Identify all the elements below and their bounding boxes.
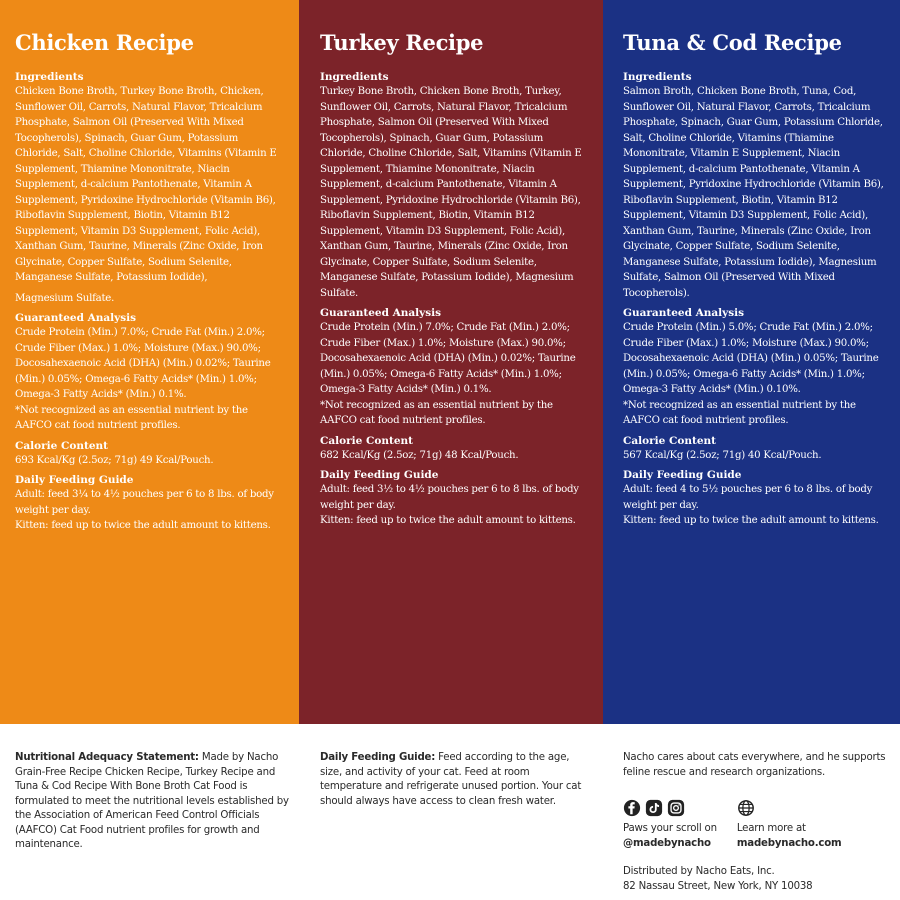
cares-text: Nacho cares about cats everywhere, and he supports feline rescue and research organizations. [623,752,886,778]
adequacy-label: Nutritional Adequacy Statement: [15,752,199,763]
recipe-title: Tuna & Cod Recipe [623,30,842,55]
recipe-column-turkey [299,0,603,724]
calorie-text: 693 Kcal/Kg (2.5oz; 71g) 49 Kcal/Pouch. [15,454,214,466]
recipe-title: Chicken Recipe [15,30,194,55]
tiktok-icon[interactable] [645,799,663,817]
feeding-heading: Daily Feeding Guide [15,474,134,486]
calorie-heading: Calorie Content [623,434,717,447]
website-link[interactable]: madebynacho.com [736,837,842,849]
social-prompt: Paws your scroll on [623,823,717,834]
social-block [623,798,717,851]
footer [0,724,900,900]
distributor-info [623,865,890,894]
analysis-text: Crude Protein (Min.) 5.0%; Crude Fat (Min.) 2.0%; Crude Fiber (Max.) 1.0%; Moisture (Max.) 90.0%; Docosahexaenoic Acid (DHA) (Min.) 0.05%; Taurine (Min.) 0.05%; Omega-6 Fatty Acids* (Min.) 1.0%; Omega-3 Fatty Acids* (Min.) 0.10%. [623,322,879,395]
ingredients-text: Salmon Broth, Chicken Bone Broth, Tuna, Cod, Sunflower Oil, Natural Flavor, Carrots, Tricalcium Phosphate, Spinach, Guar Gum, Potassium Chloride, Salt, Choline Chloride, Vitamins (Thiamine Mononitrate, Vitamin E Supplement, Niacin Supplement, d-calcium Pantothenate, Vitamin A Supplement, Pyridoxine Hydrochloride (Vitamin B6), Riboflavin Supplement, Biotin, Vitamin B12 Supplement, Vitamin D3 Supplement, Folic Acid), Xanthan Gum, Taurine, Minerals (Zinc Oxide, Iron Glycinate, Copper Sulfate, Sodium Selenite, Manganese Sulfate, Potassium Iodide), Magnesium Sulfate, Salmon Oil (Preserved With Mixed Tocopherols). [623,86,884,299]
adequacy-statement [0,724,299,900]
analysis-heading: Guaranteed Analysis [623,307,745,319]
feeding-heading: Daily Feeding Guide [623,469,742,481]
calorie-heading: Calorie Content [320,434,414,447]
calorie-heading: Calorie Content [15,439,109,452]
distributor-name: Distributed by Nacho Eats, Inc. [623,866,775,877]
ingredients-text: Chicken Bone Broth, Turkey Bone Broth, Chicken, Sunflower Oil, Carrots, Natural Flavor, Tricalcium Phosphate, Salmon Oil (Preserved With Mixed Tocopherols), Spinach, Guar Gum, Potassium Chloride, Salt, Choline Chloride, Vitamins (Vitamin E Supplement, Thiamine Mononitrate, Niacin Supplement, d-calcium Pantothenate, Vitamin A Supplement, Pyridoxine Hydrochloride (Vitamin B6), Riboflavin Supplement, Biotin, Vitamin B12 Supplement, Vitamin D3 Supplement, Folic Acid), Xanthan Gum, Taurine, Minerals (Zinc Oxide, Iron Glycinate, Copper Sulfate, Sodium Selenite, Manganese Sulfate, Potassium Iodide), [15,86,277,283]
analysis-text: Crude Protein (Min.) 7.0%; Crude Fat (Min.) 2.0%; Crude Fiber (Max.) 1.0%; Moisture (Max.) 90.0%; Docosahexaenoic Acid (DHA) (Min.) 0.02%; Taurine (Min.) 0.05%; Omega-6 Fatty Acids* (Min.) 1.0%; Omega-3 Fatty Acids* (Min.) 0.1%. [15,327,271,400]
feeding-adult: Adult: feed 4 to 5½ pouches per 6 to 8 lbs. of body weight per day. [623,484,873,511]
social-row [623,798,890,851]
analysis-note: *Not recognized as an essential nutrient by the AAFCO cat food nutrient profiles. [320,399,553,426]
feeding-kitten: Kitten: feed up to twice the adult amount to kittens. [623,515,879,526]
instagram-icon[interactable] [667,799,685,817]
brand-info [603,724,900,900]
calorie-text: 567 Kcal/Kg (2.5oz; 71g) 40 Kcal/Pouch. [623,449,822,461]
adequacy-text: Made by Nacho Grain-Free Recipe Chicken Recipe, Turkey Recipe and Tuna & Cod Recipe With Bone Broth Cat Food is formulated to meet the nutritional levels established by the Association of American Feed Control Officials (AAFCO) Cat Food nutrient profiles for growth and maintenance. [15,752,289,850]
recipe-column-chicken [0,0,299,724]
learn-prompt: Learn more at [736,823,806,834]
globe-icon[interactable] [737,799,755,817]
ingredients-tail: Magnesium Sulfate. [15,292,115,304]
recipe-column-tuna-cod [603,0,900,724]
feeding-text: Feed according to the age, size, and activity of your cat. Feed at room temperature and refrigerate unused portion. Your cat should always have access to clean fresh water. [320,752,582,807]
feeding-adult: Adult: feed 3½ to 4½ pouches per 6 to 8 lbs. of body weight per day. [320,484,579,511]
feeding-heading: Daily Feeding Guide [320,469,439,481]
facebook-icon[interactable] [623,799,641,817]
calorie-text: 682 Kcal/Kg (2.5oz; 71g) 48 Kcal/Pouch. [320,449,519,461]
feeding-adult: Adult: feed 3¼ to 4½ pouches per 6 to 8 lbs. of body weight per day. [15,489,274,516]
analysis-note: *Not recognized as an essential nutrient by the AAFCO cat food nutrient profiles. [15,404,248,431]
feeding-label: Daily Feeding Guide: [320,752,436,763]
analysis-heading: Guaranteed Analysis [320,307,442,319]
feeding-kitten: Kitten: feed up to twice the adult amount to kittens. [320,515,576,526]
ingredients-text: Turkey Bone Broth, Chicken Bone Broth, Turkey, Sunflower Oil, Carrots, Natural Flavor, Tricalcium Phosphate, Salmon Oil (Preserved With Mixed Tocopherols), Spinach, Guar Gum, Potassium Chloride, Choline Chloride, Salt, Vitamins (Vitamin E Supplement, Thiamine Mononitrate, Niacin Supplement, d-calcium Pantothenate, Vitamin A Supplement, Pyridoxine Hydrochloride (Vitamin B6), Riboflavin Supplement, Biotin, Vitamin B12 Supplement, Vitamin D3 Supplement, Folic Acid), Xanthan Gum, Taurine, Minerals (Zinc Oxide, Iron Glycinate, Copper Sulfate, Sodium Selenite, Manganese Sulfate, Potassium Iodide), Magnesium Sulfate. [320,86,582,299]
website-block [737,798,842,851]
analysis-heading: Guaranteed Analysis [15,312,137,324]
feeding-statement [299,724,603,900]
analysis-note: *Not recognized as an essential nutrient by the AAFCO cat food nutrient profiles. [623,399,856,426]
social-handle[interactable]: @madebynacho [623,837,711,849]
ingredients-heading: Ingredients [15,71,84,83]
analysis-text: Crude Protein (Min.) 7.0%; Crude Fat (Min.) 2.0%; Crude Fiber (Max.) 1.0%; Moisture (Max.) 90.0%; Docosahexaenoic Acid (DHA) (Min.) 0.02%; Taurine (Min.) 0.05%; Omega-6 Fatty Acids* (Min.) 1.0%; Omega-3 Fatty Acids* (Min.) 0.1%. [320,322,576,395]
feeding-kitten: Kitten: feed up to twice the adult amount to kittens. [15,520,271,531]
ingredients-heading: Ingredients [320,71,389,83]
distributor-address: 82 Nassau Street, New York, NY 10038 [623,880,813,892]
recipe-title: Turkey Recipe [320,30,484,55]
ingredients-heading: Ingredients [623,71,692,83]
